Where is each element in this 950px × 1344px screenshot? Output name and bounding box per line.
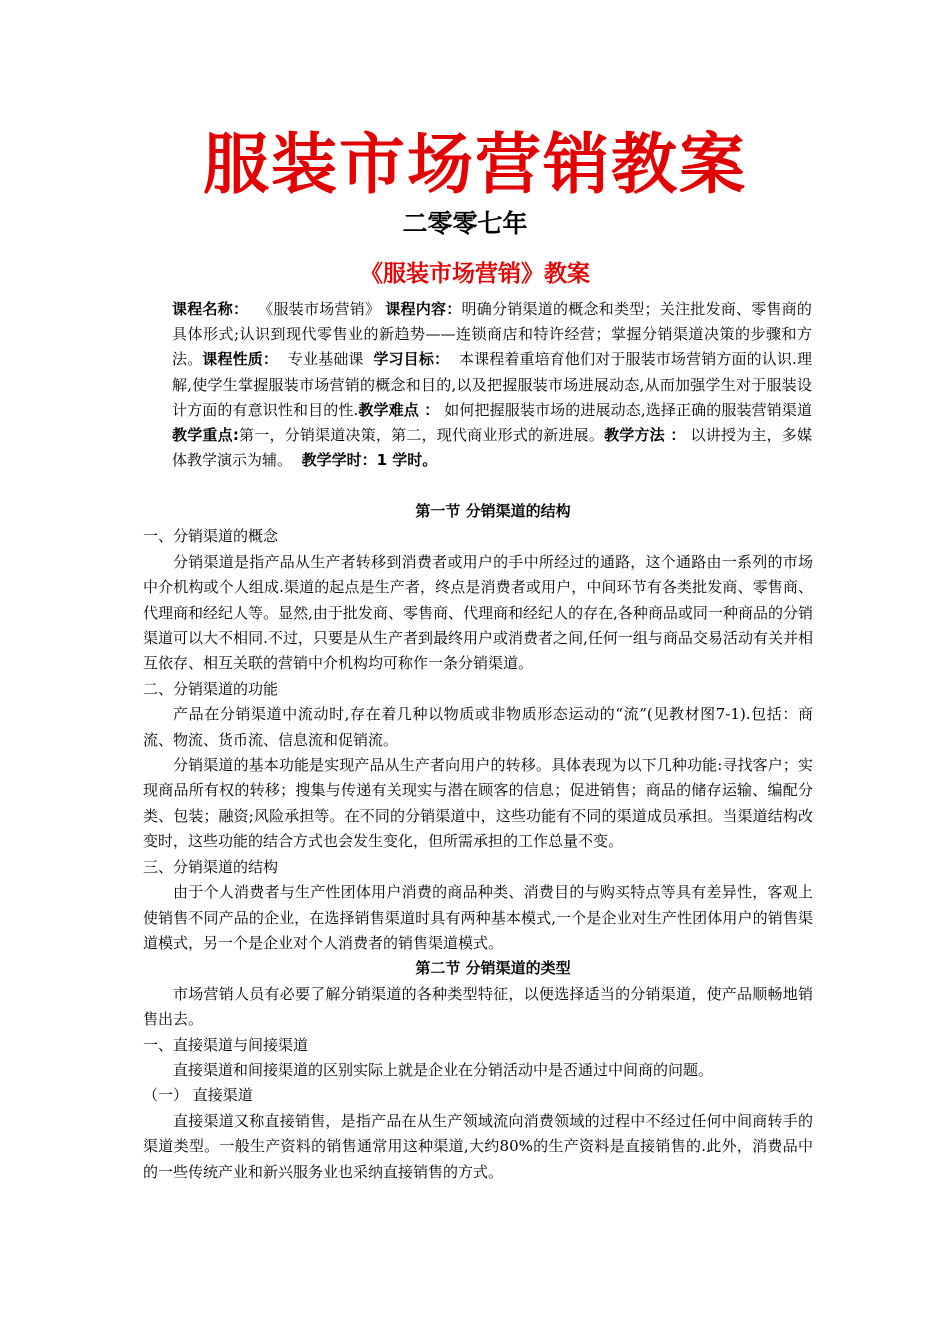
body-content — [143, 499, 813, 1185]
section2-heading-1: 一、直接渠道与间接渠道 — [143, 1035, 309, 1054]
section2-heading-2: （一） 直接渠道 — [143, 1086, 253, 1105]
method-value: 以讲授为主，多媒体教学演示为辅。 — [172, 426, 812, 470]
section1-heading-3: 三、分销渠道的结构 — [143, 857, 279, 876]
course-nature-value: 专业基础课 — [287, 350, 364, 369]
section2-paragraph-2: 直接渠道和间接渠道的区别实际上就是企业在分销活动中是否通过中间商的问题。 — [173, 1060, 714, 1079]
hours-label: 教学学时：1 学时。 — [301, 451, 438, 470]
section2-paragraph-3: 直接渠道又称直接销售，是指产品在从生产领域流向消费领域的过程中不经过任何中间商转手的渠道类型。一般生产资料的销售通常用这种渠道,大约80%的生产资料是直接销售的.此外，消费品中的一些传统产业和新兴服务业也采纳直接销售的方式。 — [143, 1111, 813, 1181]
difficulty-label: 教学难点 ： — [358, 400, 440, 419]
course-nature-label: 课程性质： — [202, 350, 279, 369]
section2-title: 第二节 分销渠道的类型 — [415, 959, 571, 978]
course-name-label: 课程名称： — [172, 300, 249, 318]
course-content-value: 明确分销渠道的概念和类型；关注批发商、零售商的具体形式;认识到现代零售业的新趋势——连锁商店和特许经营；掌握分销渠道决策的步骤和方法。 — [172, 300, 812, 369]
section1-paragraph-1: 分销渠道是指产品从生产者转移到消费者或用户的手中所经过的通路，这个通路由一系列的市场中介机构或个人组成.渠道的起点是生产者，终点是消费者或用户，中间环节有各类批发商、零售商、代理商和经纪人等。显然,由于批发商、零售商、代理商和经纪人的存在,各种商品或同一种商品的分销渠道可以大不相同.不过，只要是从生产者到最终用户或消费者之间,任何一组与商品交易活动有关并相互依存、相互关联的营销中介机构均可称作一条分销渠道。 — [143, 552, 813, 673]
main-title: 服装市场营销教案 — [203, 126, 747, 203]
method-label: 教学方法 ： — [604, 426, 686, 445]
section1-paragraph-3: 分销渠道的基本功能是实现产品从生产者向用户的转移。具体表现为以下几种功能:寻找客户；实现商品所有权的转移；搜集与传递有关现实与潜在顾客的信息；促进销售；商品的储存运输、编配分类、包装；融资;风险承担等。在不同的分销渠道中，这些功能有不同的渠道成员承担。当渠道结构改变时，这些功能的结合方式也会发生变化，但所需承担的工作总量不变。 — [143, 756, 813, 851]
section1-paragraph-2: 产品在分销渠道中流动时,存在着几种以物质或非物质形态运动的“流”(见教材图7-1).包括：商流、物流、货币流、信息流和促销流。 — [143, 705, 813, 749]
section1-heading-1: 一、分销渠道的概念 — [143, 527, 279, 546]
section1-paragraph-4: 由于个人消费者与生产性团体用户消费的商品种类、消费目的与购买特点等具有差异性，客观上使销售不同产品的企业，在选择销售渠道时具有两种基本模式,一个是企业对生产性团体用户的销售渠道模式，另一个是企业对个人消费者的销售渠道模式。 — [143, 883, 813, 952]
section1-heading-2: 二、分销渠道的功能 — [143, 679, 279, 698]
section1-title: 第一节 分销渠道的结构 — [415, 502, 571, 520]
subtitle: 《服装市场营销》教案 — [360, 261, 590, 287]
goal-label: 学习目标： — [373, 350, 450, 369]
section2-paragraph-1: 市场营销人员有必要了解分销渠道的各种类型特征，以便选择适当的分销渠道，使产品顺畅地销售出去。 — [143, 984, 813, 1029]
key-points-value: 第一，分销渠道决策，第二，现代商业形式的新进展。 — [238, 426, 605, 445]
difficulty-value: 如何把握服装市场的进展动态,选择正确的服装营销渠道 — [444, 400, 812, 419]
course-name-value: 《服装市场营销》 — [258, 300, 381, 318]
goal-value: 本课程着重培育他们对于服装市场营销方面的认识.理解,使学生掌握服装市场营销的概念和目的,以及把握服装市场进展动态,从而加强学生对于服装设计方面的有意识性和目的性. — [172, 350, 812, 419]
course-summary — [172, 297, 812, 473]
key-points-label: 教学重点: — [172, 426, 239, 445]
year-heading: 二零零七年 — [402, 209, 528, 238]
course-content-label: 课程内容： — [385, 300, 462, 318]
